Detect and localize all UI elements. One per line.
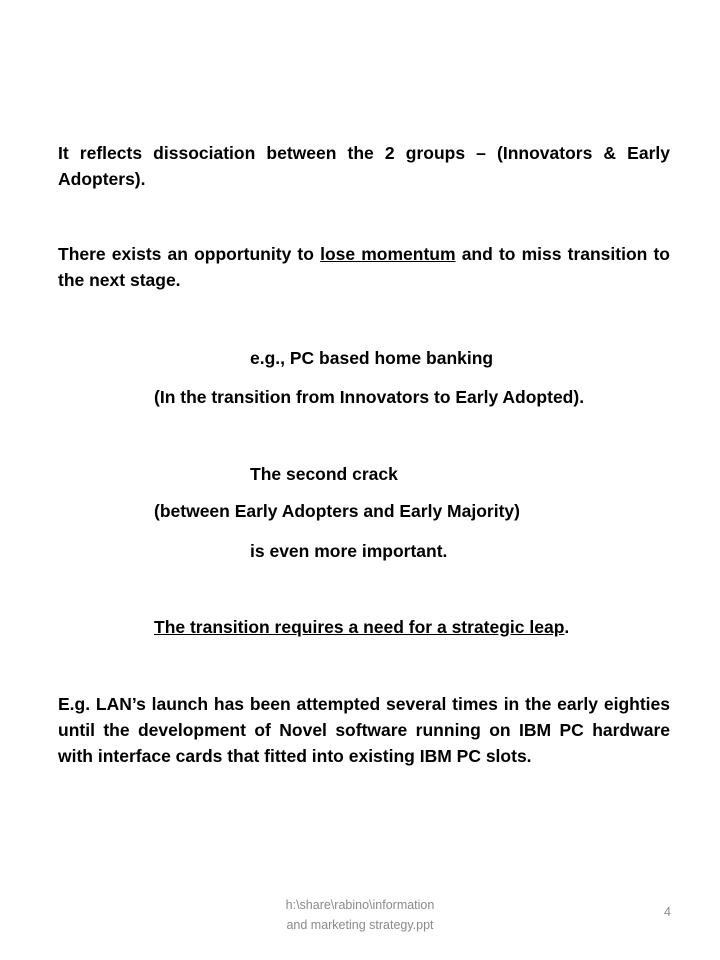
second-crack-between: (between Early Adopters and Early Majority) — [154, 501, 520, 521]
second-crack-heading: The second crack — [250, 464, 398, 484]
second-crack-importance: is even more important. — [250, 541, 448, 561]
footer-path-line1: h:\share\rabino\information — [285, 898, 435, 912]
footer-path-line2: and marketing strategy.ppt — [286, 918, 434, 932]
example-detail: (In the transition from Innovators to Early Adopted). — [154, 387, 585, 407]
page-number: 4 — [664, 905, 671, 919]
strategic-leap-period: . — [564, 617, 570, 637]
strategic-leap-emphasis: The transition requires a need for a strategic leap — [154, 617, 565, 637]
lose-momentum-emphasis: lose momentum — [320, 244, 456, 264]
dissociation-paragraph: It reflects dissociation between the 2 groups – (Innovators & Early Adopters). — [58, 143, 670, 189]
momentum-paragraph — [58, 241, 670, 293]
strategic-leap-statement — [154, 614, 569, 640]
momentum-text-start: There exists an opportunity to — [58, 244, 321, 264]
example-label: e.g., PC based home banking — [250, 348, 494, 368]
momentum-text-end: and to miss transition to the next stage. — [58, 244, 670, 290]
footer-file-path — [250, 895, 470, 935]
lan-example-paragraph: E.g. LAN’s launch has been attempted several times in the early eighties until the development of Novel software running on IBM PC hardware with interface cards that fitted into existing IBM PC slots. — [58, 694, 670, 766]
